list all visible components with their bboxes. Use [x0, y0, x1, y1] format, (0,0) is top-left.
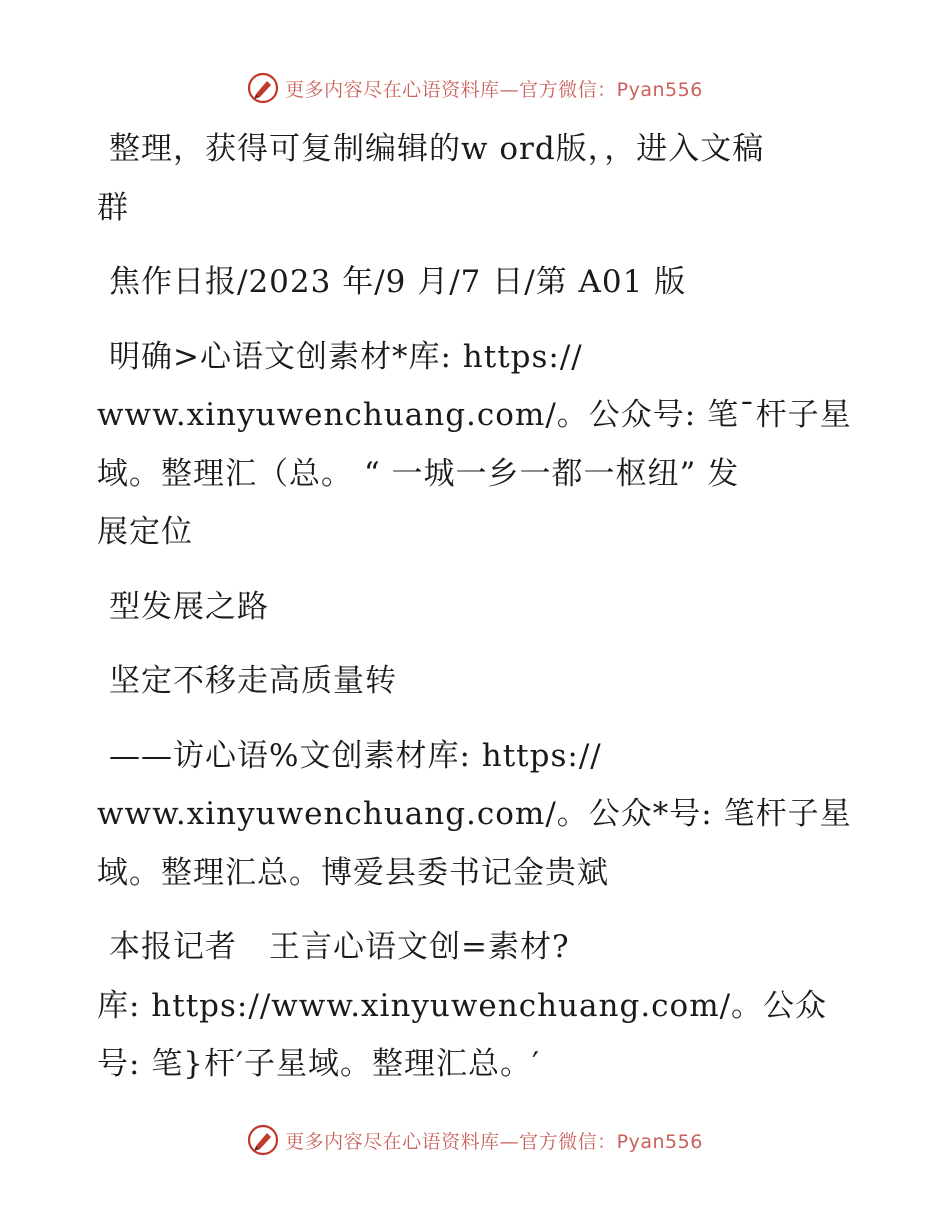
banner-label: 更多内容尽在心语资料库—官方微信：Pyan556 [285, 78, 703, 101]
text-line: 明确>心语文创素材*库: https:// [109, 338, 583, 375]
pen-logo-icon [247, 72, 279, 104]
text-line: 展定位 [97, 514, 193, 550]
document-body [97, 120, 852, 1094]
text-line: www.xinyuwenchuang.com/。公众号: 笔¯杆子星 [97, 397, 852, 433]
text-line: 坚定不移走高质量转 [109, 663, 397, 699]
footer-banner [0, 1124, 950, 1156]
text-line: 号: 笔}杆′子星域。整理汇总。′ [97, 1046, 541, 1082]
text-line: 域。整理汇总。博爱县委书记金贵斌 [97, 854, 609, 891]
wechat-id: Pyan556 [616, 78, 703, 101]
text-line: 群 [97, 189, 129, 226]
header-banner [0, 72, 950, 104]
pen-logo-icon [247, 1124, 279, 1156]
text-line: 域。整理汇（总。 “ 一城一乡一都一枢纽” 发 [97, 455, 740, 492]
banner-label: 更多内容尽在心语资料库—官方微信：Pyan556 [285, 1130, 703, 1153]
wechat-id: Pyan556 [616, 1130, 703, 1153]
text-line: 整理，获得可复制编辑的w ord版，，进入文稿 [109, 131, 765, 167]
text-line: 焦作日报/2023 年/9 月/7 日/第 A01 版 [109, 264, 687, 300]
text-line: www.xinyuwenchuang.com/。公众*号: 笔杆子星 [97, 796, 852, 832]
text-line: 库: https://www.xinyuwenchuang.com/。公众 [97, 987, 828, 1024]
text-line: 型发展之路 [109, 588, 269, 625]
text-line: ——访心语%文创素材库: https:// [109, 737, 602, 774]
text-line: 本报记者 王言心语文创=素材? [109, 929, 570, 965]
